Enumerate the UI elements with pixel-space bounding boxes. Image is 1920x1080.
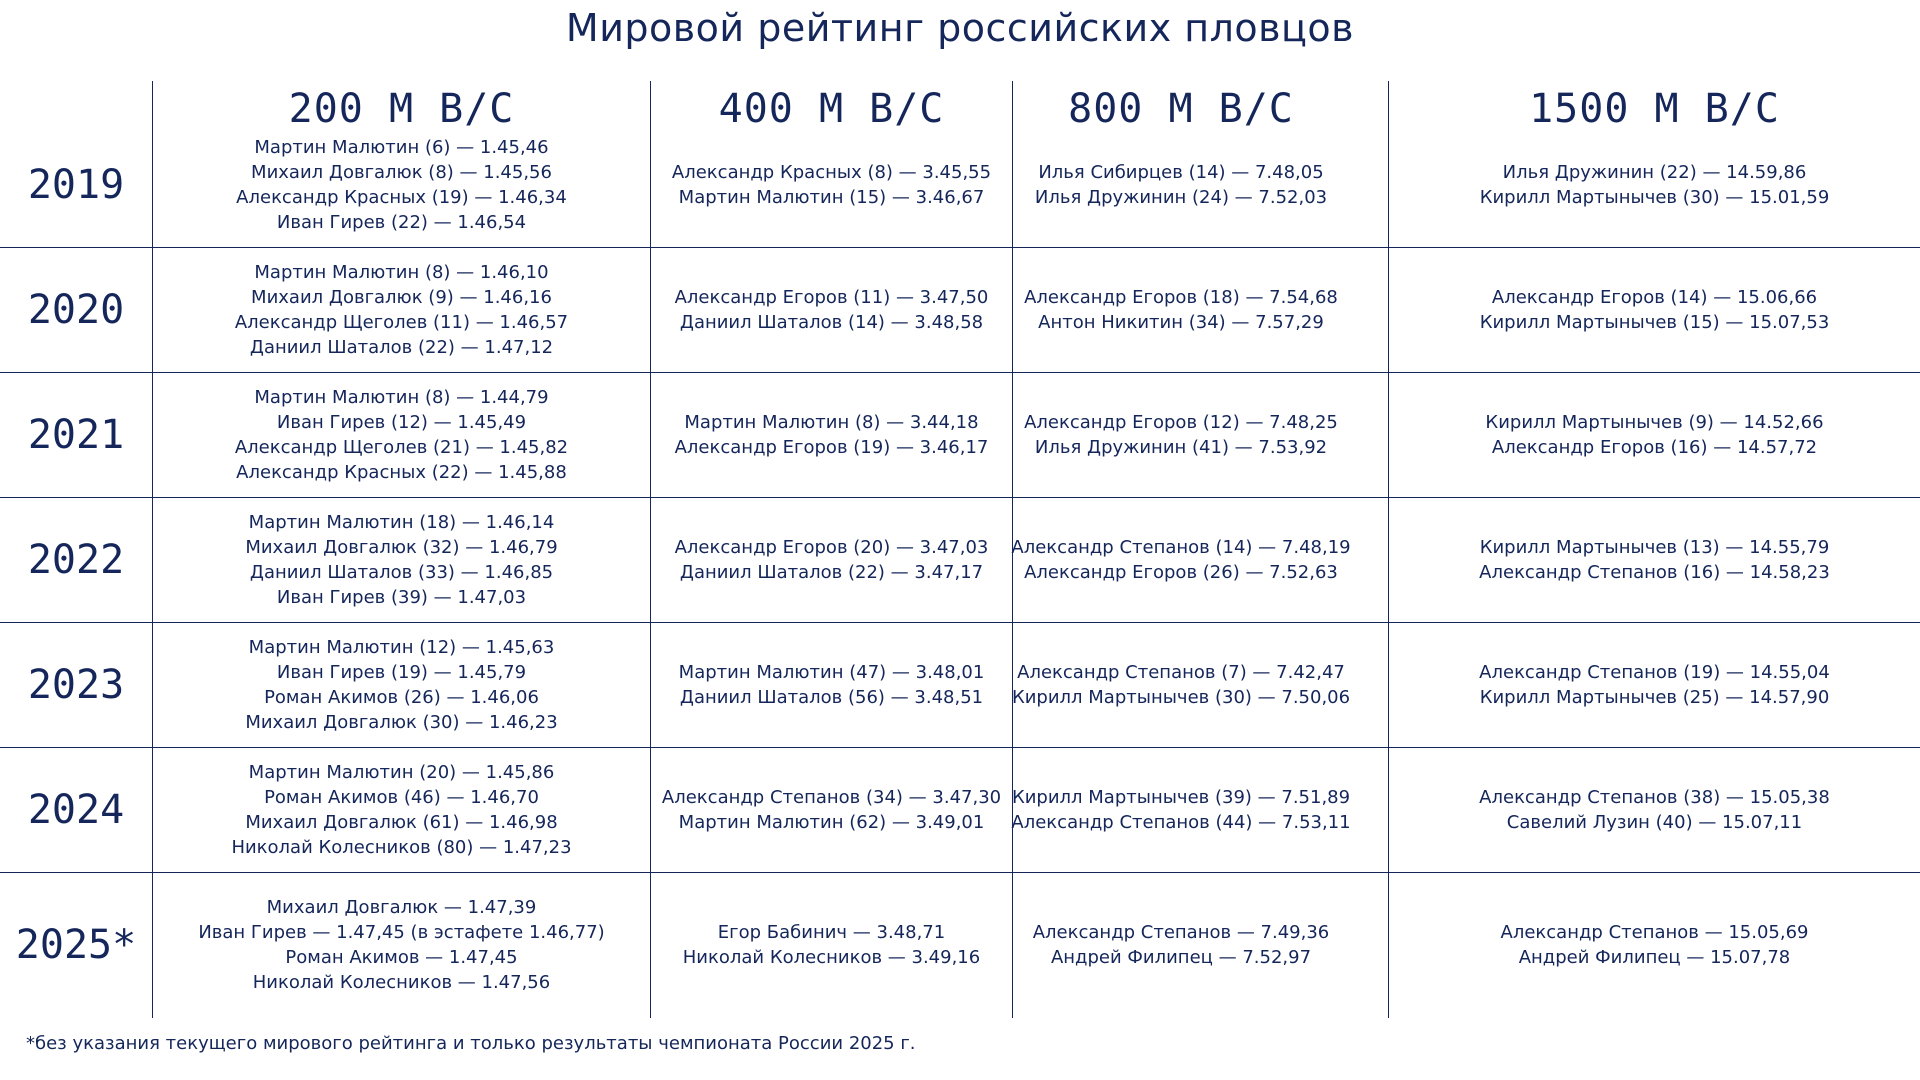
swimmer-result: Александр Степанов (19) — 14.55,04	[1479, 661, 1830, 683]
cell-400m	[651, 872, 1012, 1018]
swimmer-result: Михаил Довгалюк (32) — 1.46,79	[245, 536, 558, 558]
swimmer-result: Даниил Шаталов (22) — 1.47,12	[249, 336, 554, 358]
swimmer-result: Иван Гирев (22) — 1.46,54	[276, 211, 527, 233]
year-label: 2025*	[15, 922, 137, 968]
swimmer-result: Егор Бабинич — 3.48,71	[717, 922, 946, 943]
year-label: 2022	[27, 536, 125, 583]
swimmer-result: Роман Акимов — 1.47,45	[285, 947, 518, 968]
swimmer-result: Александр Степанов — 15.05,69	[1500, 922, 1809, 943]
swimmer-result: Александр Степанов — 7.49,36	[1032, 922, 1330, 943]
year-label: 2021	[27, 411, 125, 458]
swimmer-result: Александр Щеголев (21) — 1.45,82	[234, 436, 569, 458]
swimmer-result: Даниил Шаталов (14) — 3.48,58	[679, 311, 984, 333]
cell-1500m	[1389, 372, 1920, 497]
year-label: 2020	[27, 286, 125, 333]
swimmer-result: Мартин Малютин (15) — 3.46,67	[678, 186, 985, 208]
swimmer-result: Савелий Лузин (40) — 15.07,11	[1506, 811, 1803, 833]
swimmer-result: Александр Красных (8) — 3.45,55	[671, 161, 992, 183]
swimmer-result: Роман Акимов (46) — 1.46,70	[264, 786, 539, 808]
swimmer-result: Даниил Шаталов (22) — 3.47,17	[679, 561, 984, 583]
swimmer-result: Андрей Филипец — 15.07,78	[1518, 947, 1791, 968]
cell-1500m	[1389, 247, 1920, 372]
swimmer-result: Александр Красных (19) — 1.46,34	[236, 186, 567, 208]
swimmer-result: Мартин Малютин (47) — 3.48,01	[678, 661, 985, 683]
cell-200m	[153, 247, 650, 372]
swimmer-result: Мартин Малютин (62) — 3.49,01	[678, 811, 985, 833]
swimmer-result: Александр Степанов (7) — 7.42,47	[1017, 661, 1345, 683]
cell-400m	[651, 747, 1012, 872]
swimmer-result: Михаил Довгалюк (8) — 1.45,56	[251, 161, 552, 183]
cell-400m	[651, 622, 1012, 747]
swimmer-result: Николай Колесников — 3.49,16	[682, 947, 981, 968]
column-header-200m: 200 М В/С	[288, 86, 515, 132]
swimmer-result: Александр Егоров (19) — 3.46,17	[674, 436, 989, 458]
cell-400m	[651, 122, 1012, 247]
swimmer-result: Михаил Довгалюк (30) — 1.46,23	[245, 711, 558, 733]
column-header-400m: 400 М В/С	[718, 86, 945, 132]
swimmer-result: Александр Красных (22) — 1.45,88	[236, 461, 567, 483]
swimmer-result: Илья Дружинин (24) — 7.52,03	[1034, 186, 1328, 208]
swimmer-result: Кирилл Мартынычев (30) — 15.01,59	[1479, 186, 1830, 208]
swimmer-result: Роман Акимов (26) — 1.46,06	[264, 686, 539, 708]
swimmer-result: Иван Гирев (12) — 1.45,49	[276, 411, 527, 433]
swimmer-result: Александр Степанов (16) — 14.58,23	[1479, 561, 1830, 583]
cell-800m	[1013, 872, 1349, 1018]
swimmer-result: Александр Егоров (11) — 3.47,50	[674, 286, 989, 308]
swimmer-result: Александр Щеголев (11) — 1.46,57	[234, 311, 569, 333]
cell-800m	[1013, 622, 1349, 747]
swimmer-result: Иван Гирев (19) — 1.45,79	[276, 661, 527, 683]
cell-200m	[153, 622, 650, 747]
column-header-800m: 800 М В/С	[1068, 86, 1294, 132]
swimmer-result: Кирилл Мартынычев (9) — 14.52,66	[1485, 411, 1824, 433]
cell-200m	[153, 872, 650, 1018]
swimmer-result: Мартин Малютин (20) — 1.45,86	[248, 761, 555, 783]
swimmer-result: Мартин Малютин (8) — 3.44,18	[684, 411, 979, 433]
swimmer-result: Александр Степанов (44) — 7.53,11	[1011, 811, 1351, 833]
swimmer-result: Илья Дружинин (41) — 7.53,92	[1034, 436, 1328, 458]
cell-800m	[1013, 497, 1349, 622]
swimmer-result: Мартин Малютин (6) — 1.45,46	[254, 136, 549, 158]
swimmer-result: Антон Никитин (34) — 7.57,29	[1038, 311, 1324, 333]
swimmer-result: Александр Степанов (14) — 7.48,19	[1011, 536, 1351, 558]
swimmer-result: Даниил Шаталов (33) — 1.46,85	[249, 561, 554, 583]
swimmer-result: Мартин Малютин (18) — 1.46,14	[248, 511, 555, 533]
swimmer-result: Николай Колесников — 1.47,56	[252, 972, 551, 993]
year-label: 2019	[27, 161, 125, 208]
swimmer-result: Илья Дружинин (22) — 14.59,86	[1502, 161, 1807, 183]
cell-800m	[1013, 372, 1349, 497]
swimmer-result: Александр Егоров (18) — 7.54,68	[1024, 286, 1338, 308]
swimmer-result: Иван Гирев (39) — 1.47,03	[276, 586, 527, 608]
swimmer-result: Мартин Малютин (8) — 1.44,79	[254, 386, 549, 408]
swimmer-result: Александр Егоров (20) — 3.47,03	[674, 536, 989, 558]
column-header-1500m: 1500 М В/С	[1529, 86, 1780, 132]
swimmer-result: Мартин Малютин (8) — 1.46,10	[254, 261, 549, 283]
swimmer-result: Михаил Довгалюк — 1.47,39	[266, 897, 537, 918]
swimmer-result: Михаил Довгалюк (9) — 1.46,16	[251, 286, 552, 308]
swimmer-result: Иван Гирев — 1.47,45 (в эстафете 1.46,77)	[198, 922, 605, 943]
cell-1500m	[1389, 122, 1920, 247]
swimmer-result: Мартин Малютин (12) — 1.45,63	[248, 636, 555, 658]
swimmer-result: Кирилл Мартынычев (30) — 7.50,06	[1011, 686, 1351, 708]
ranking-table	[0, 81, 1920, 1018]
swimmer-result: Александр Егоров (16) — 14.57,72	[1491, 436, 1818, 458]
cell-800m	[1013, 747, 1349, 872]
swimmer-result: Николай Колесников (80) — 1.47,23	[231, 836, 572, 858]
swimmer-result: Александр Степанов (38) — 15.05,38	[1479, 786, 1830, 808]
cell-800m	[1013, 247, 1349, 372]
cell-1500m	[1389, 872, 1920, 1018]
cell-400m	[651, 247, 1012, 372]
swimmer-result: Александр Егоров (26) — 7.52,63	[1024, 561, 1338, 583]
swimmer-result: Александр Степанов (34) — 3.47,30	[661, 786, 1002, 808]
swimmer-result: Михаил Довгалюк (61) — 1.46,98	[245, 811, 558, 833]
swimmer-result: Андрей Филипец — 7.52,97	[1050, 947, 1312, 968]
swimmer-result: Кирилл Мартынычев (13) — 14.55,79	[1479, 536, 1830, 558]
cell-200m	[153, 122, 650, 247]
cell-200m	[153, 747, 650, 872]
cell-1500m	[1389, 497, 1920, 622]
cell-1500m	[1389, 622, 1920, 747]
swimmer-result: Кирилл Мартынычев (39) — 7.51,89	[1011, 786, 1351, 808]
cell-200m	[153, 372, 650, 497]
swimmer-result: Даниил Шаталов (56) — 3.48,51	[679, 686, 984, 708]
swimmer-result: Кирилл Мартынычев (25) — 14.57,90	[1479, 686, 1830, 708]
cell-800m	[1013, 122, 1349, 247]
swimmer-result: Илья Сибирцев (14) — 7.48,05	[1038, 161, 1324, 183]
swimmer-result: Кирилл Мартынычев (15) — 15.07,53	[1479, 311, 1830, 333]
cell-400m	[651, 497, 1012, 622]
cell-200m	[153, 497, 650, 622]
page-title: Мировой рейтинг российских пловцов	[565, 6, 1355, 50]
year-label: 2024	[27, 786, 125, 833]
cell-1500m	[1389, 747, 1920, 872]
cell-400m	[651, 372, 1012, 497]
footnote: *без указания текущего мирового рейтинга и только результаты чемпионата России 2025 г.	[26, 1033, 916, 1054]
year-label: 2023	[27, 661, 125, 708]
swimmer-result: Александр Егоров (14) — 15.06,66	[1491, 286, 1818, 308]
swimmer-result: Александр Егоров (12) — 7.48,25	[1024, 411, 1338, 433]
